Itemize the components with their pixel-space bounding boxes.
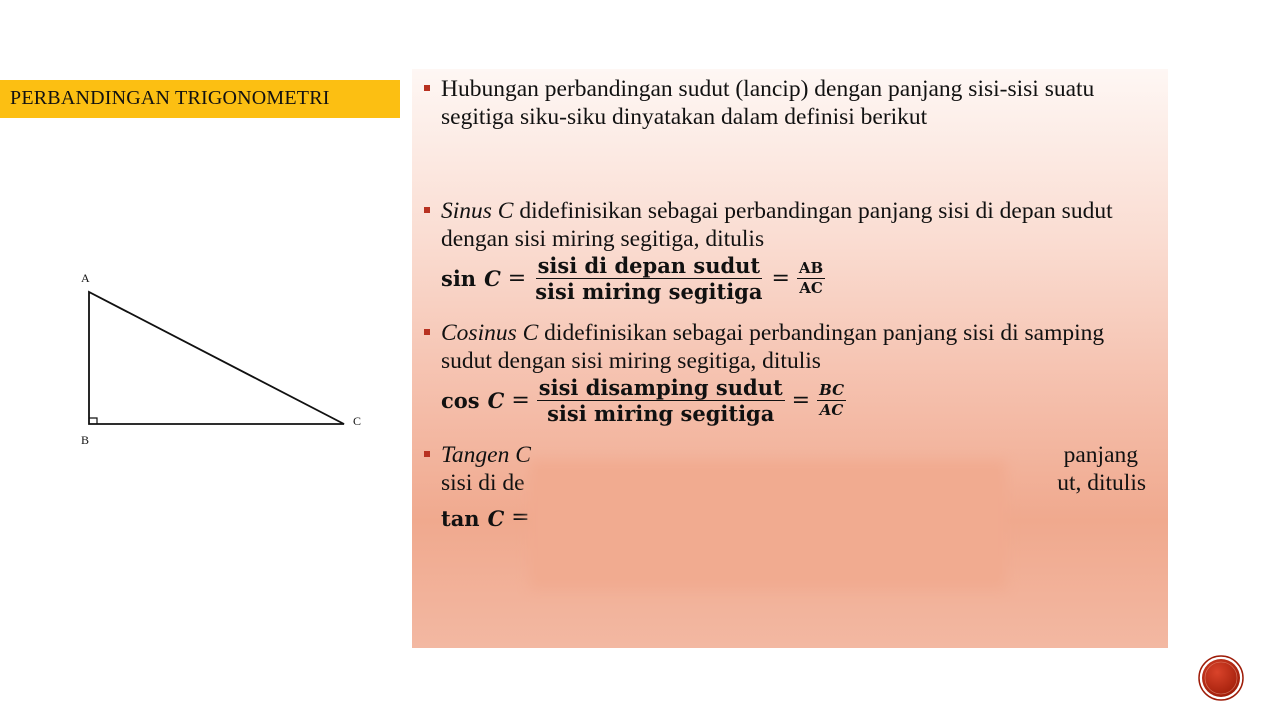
sin-ratio-numerator: AB xyxy=(798,259,824,277)
sin-ratio-fraction xyxy=(797,261,825,296)
cos-numerator: sisi disamping sudut xyxy=(538,375,783,400)
cosinus-term: Cosinus C xyxy=(441,320,539,346)
sin-function: sin xyxy=(441,266,477,291)
tangen-line2-end: ut, ditulis xyxy=(1057,470,1146,496)
square-bullet-icon xyxy=(424,85,430,91)
animation-mask xyxy=(538,469,998,581)
tangen-line2-start: sisi di de xyxy=(441,470,525,496)
equals-sign: = xyxy=(511,505,530,530)
vertex-b-label: B xyxy=(81,433,90,447)
tan-function: tan xyxy=(441,505,480,531)
sin-denominator: sisi miring segitiga xyxy=(535,279,763,304)
triangle-svg xyxy=(70,262,370,452)
cos-denominator: sisi miring segitiga xyxy=(547,401,775,426)
cos-ratio-fraction xyxy=(817,383,846,418)
tan-variable: C xyxy=(487,505,505,531)
triangle-shape xyxy=(89,292,344,424)
sinus-formula xyxy=(441,255,1148,302)
square-bullet-icon xyxy=(424,329,430,335)
cos-function: cos xyxy=(441,388,480,413)
slide-title: PERBANDINGAN TRIGONOMETRI xyxy=(0,80,400,118)
cosinus-text: didefinisikan sebagai perbandingan panjang sisi di samping sudut dengan sisi miring segitiga, ditulis xyxy=(441,320,1105,374)
equals-sign: = xyxy=(507,265,527,291)
equals-sign: = xyxy=(771,265,790,291)
sin-numerator: sisi di depan sudut xyxy=(537,253,761,278)
cos-ratio-numerator: BC xyxy=(819,381,845,399)
square-bullet-icon xyxy=(424,451,430,457)
cos-word-fraction xyxy=(537,377,785,424)
right-triangle-figure xyxy=(70,262,370,452)
sinus-text: didefinisikan sebagai perbandingan panjang sisi di depan sudut dengan sisi miring segitiga, ditulis xyxy=(441,198,1113,252)
square-bullet-icon xyxy=(424,207,430,213)
tangen-term: Tangen C xyxy=(441,442,531,468)
intro-text: Hubungan perbandingan sudut (lancip) dengan panjang sisi-sisi suatu segitiga siku-siku dinyatakan dalam definisi berikut xyxy=(441,76,1095,130)
sin-ratio-denominator: AC xyxy=(799,279,823,297)
bullet-intro xyxy=(422,75,1148,131)
sin-word-fraction xyxy=(533,255,764,302)
equals-sign: = xyxy=(791,387,811,413)
bullet-sinus xyxy=(422,197,1148,302)
tangen-line1-end: panjang xyxy=(1063,442,1138,468)
nav-circle-svg xyxy=(1198,655,1244,701)
content-panel xyxy=(412,69,1168,648)
vertex-a-label: A xyxy=(81,271,90,285)
circle-nav-icon[interactable] xyxy=(1198,655,1244,701)
cos-ratio-denominator: AC xyxy=(819,401,844,419)
cos-variable: C xyxy=(487,388,505,413)
bullet-cosinus xyxy=(422,319,1148,424)
tangen-line-1 xyxy=(441,441,1148,469)
vertex-c-label: C xyxy=(353,414,362,428)
sin-variable: C xyxy=(484,266,501,291)
sinus-term: Sinus C xyxy=(441,198,514,224)
equals-sign: = xyxy=(511,387,530,413)
cosinus-formula xyxy=(441,377,1148,424)
